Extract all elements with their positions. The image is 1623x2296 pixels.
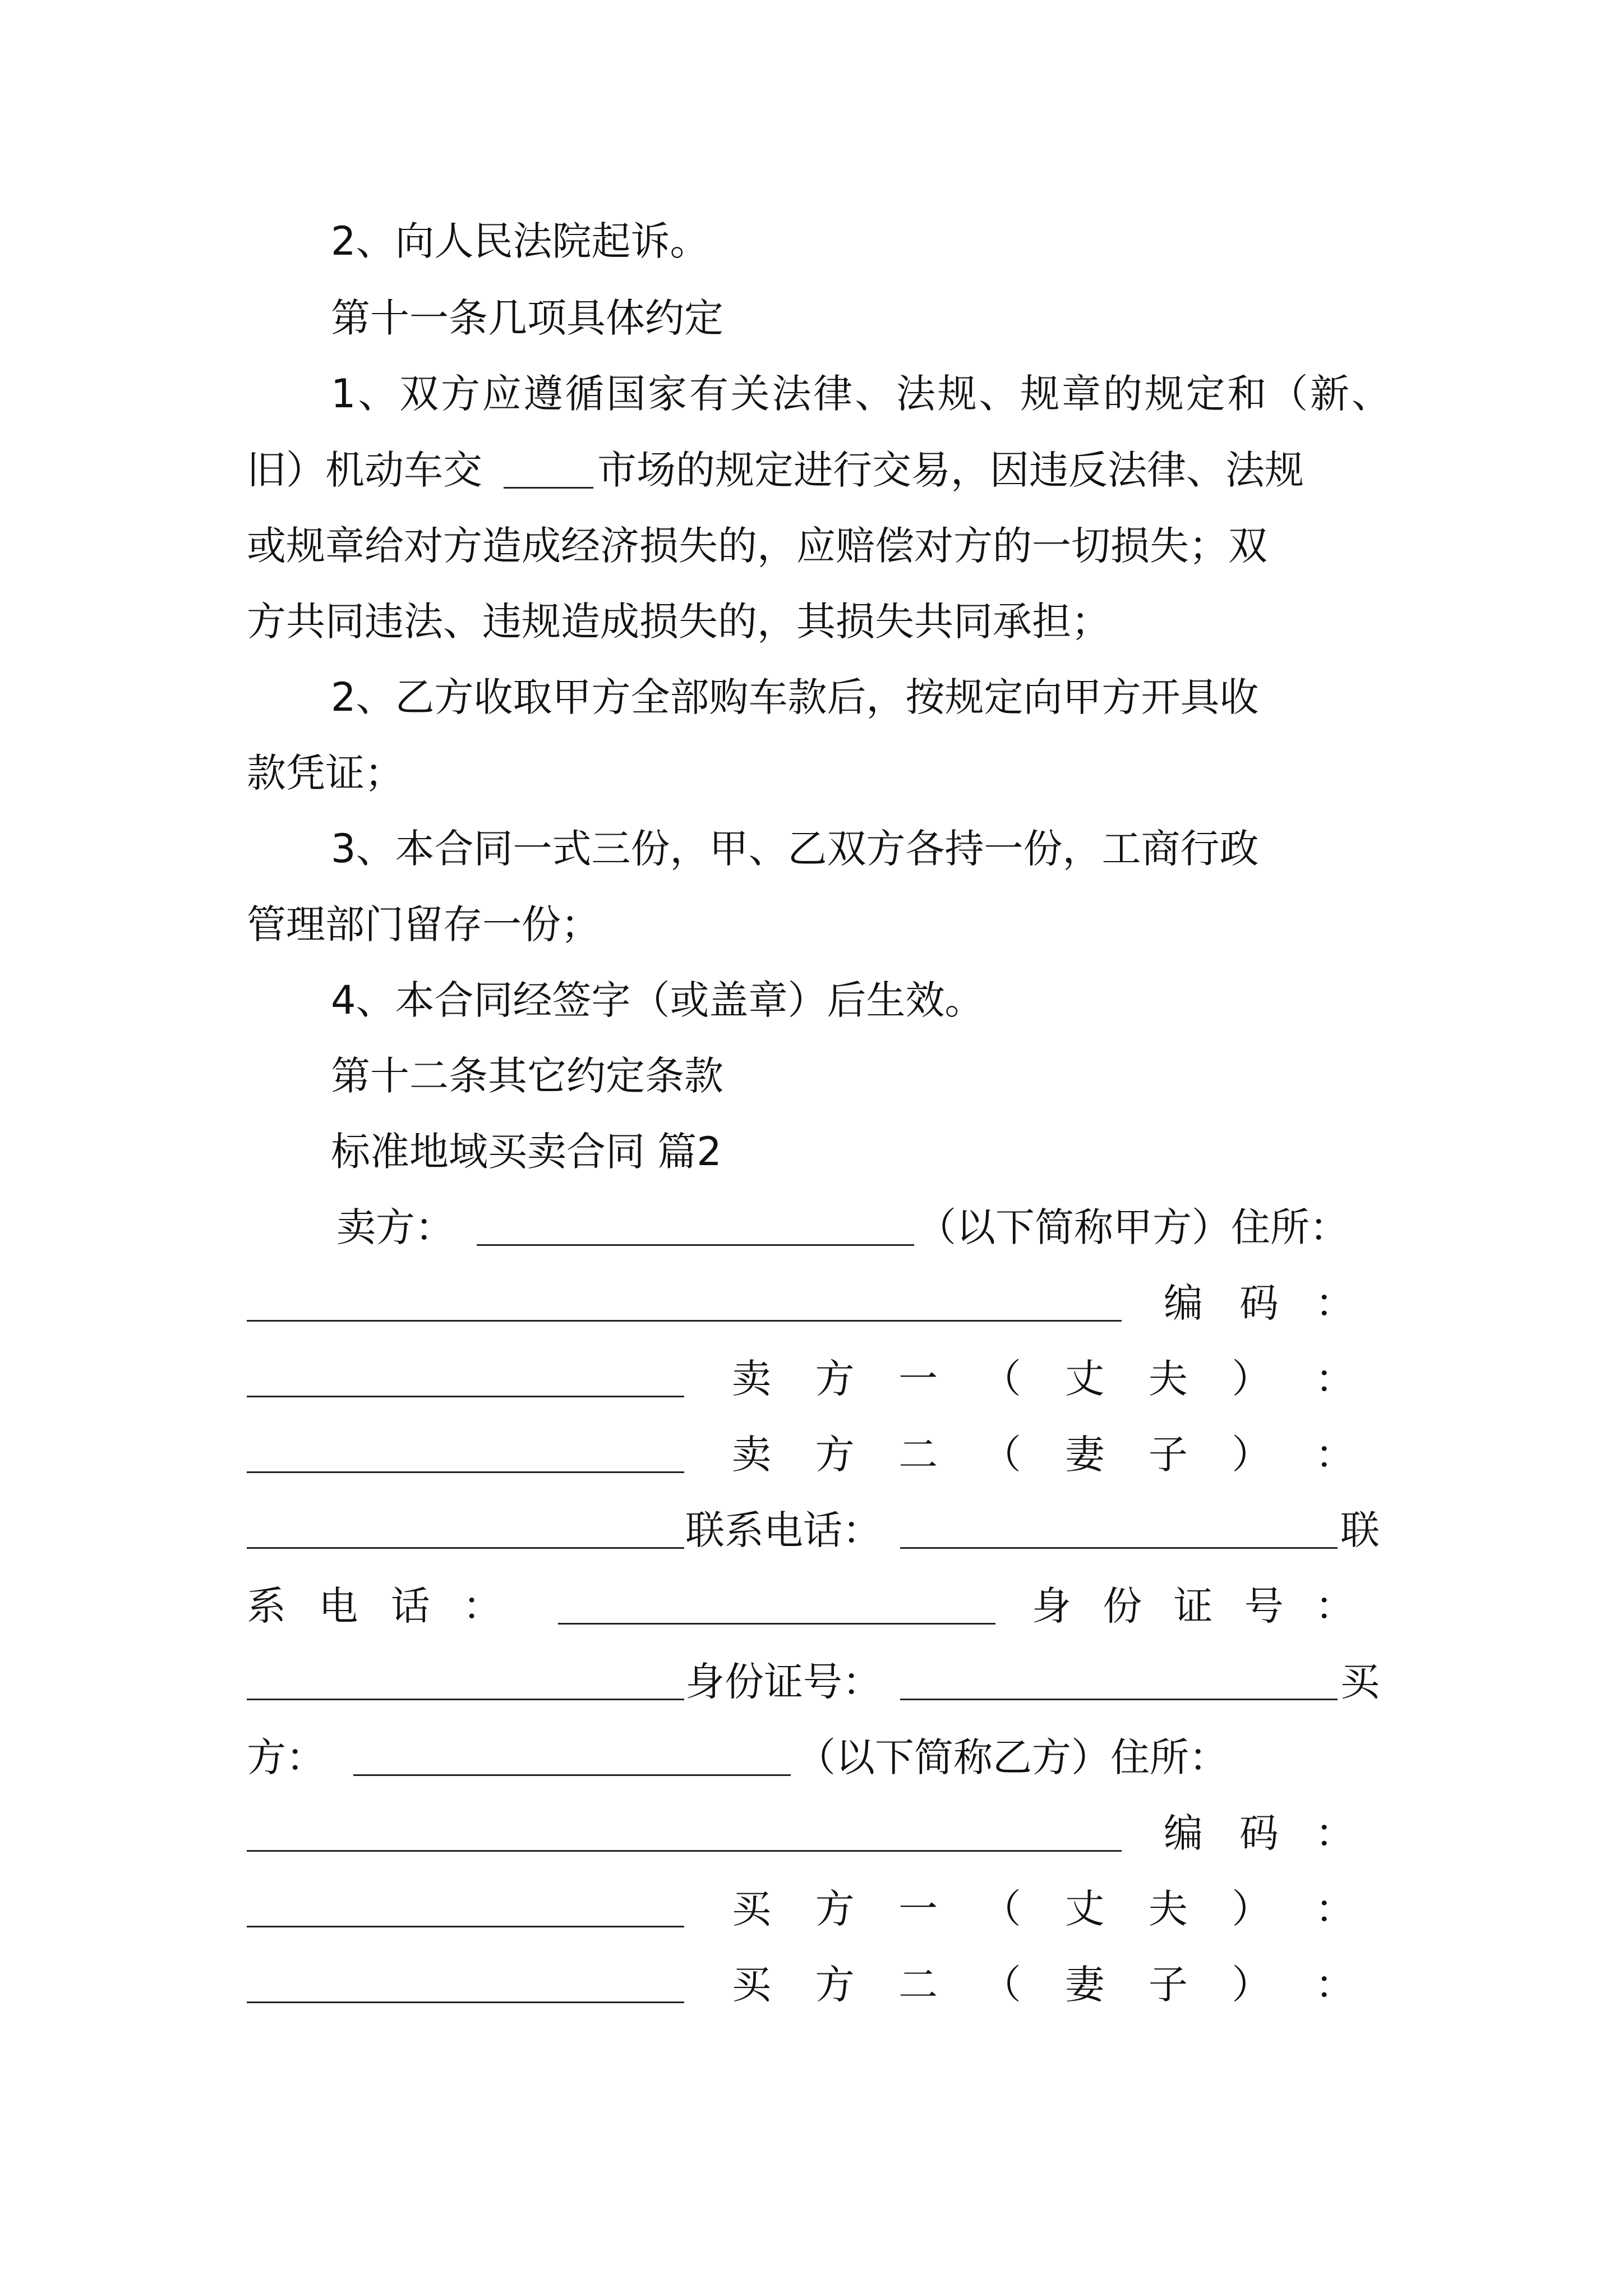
seller-address-field[interactable] — [247, 1278, 1122, 1328]
paragraph-line — [0, 596, 1623, 647]
buyer-suffix-label: （以下简称乙方）住所： — [796, 1734, 1228, 1780]
paragraph-line — [0, 216, 1623, 266]
text-lawsuit-option: 2、向人民法院起诉。 — [331, 218, 709, 264]
clause-1-line-4: 方共同违法、违规造成损失的，其损失共同承担； — [247, 599, 1110, 645]
seller-husband-field[interactable] — [247, 1429, 684, 1480]
section-heading — [0, 1051, 1623, 1101]
article-12-heading: 第十二条其它约定条款 — [331, 1053, 723, 1099]
phone-label-start: 联 — [1340, 1507, 1380, 1553]
id-number-label: 身 份 证 号 ： — [1032, 1583, 1354, 1629]
buyer-label-start: 买 — [1340, 1659, 1380, 1705]
form-row — [0, 1732, 1623, 1783]
buyer-husband-field[interactable] — [247, 1959, 684, 2010]
form-row — [0, 1505, 1623, 1556]
clause-2-line-1: 2、乙方收取甲方全部购车款后，按规定向甲方开具收 — [331, 674, 1259, 720]
contract-title: 标准地域买卖合同 篇2 — [331, 1129, 722, 1175]
seller-husband-label: 卖 方 一 （ 丈 夫 ） ： — [732, 1356, 1354, 1402]
buyer-husband-label: 买 方 一 （ 丈 夫 ） ： — [732, 1886, 1354, 1932]
phone-label: 联系电话： — [685, 1507, 882, 1553]
section-heading — [0, 1126, 1623, 1177]
buyer-name-field[interactable] — [353, 1732, 791, 1783]
form-row — [0, 1429, 1623, 1480]
paragraph-line — [0, 975, 1623, 1025]
clause-2-line-2: 款凭证； — [247, 750, 404, 796]
clause-3-line-2: 管理部门留存一份； — [247, 901, 600, 947]
seller-suffix-label: （以下简称甲方）住所： — [917, 1204, 1349, 1250]
clause-1-line-2b: 市场的规定进行交易，因违反法律、法规 — [597, 447, 1304, 493]
buyer-address-field[interactable] — [247, 1808, 1122, 1858]
section-heading — [0, 293, 1623, 343]
clause-1-line-1: 1 、 双 方 应 遵 循 国 家 有 关 法 律 、 法 规 、 规 章 的 规 定 和 （ 新 、 — [331, 371, 1391, 417]
buyer-wife-label: 买 方 二 （ 妻 子 ） ： — [732, 1962, 1354, 2008]
paragraph-line — [0, 521, 1623, 571]
form-row — [0, 1657, 1623, 1707]
paragraph-line — [0, 823, 1623, 874]
form-row — [0, 1202, 1623, 1253]
buyer-label-rest: 方： — [247, 1734, 325, 1780]
seller-husband-phone-field[interactable] — [900, 1505, 1338, 1556]
form-row — [0, 1959, 1623, 2010]
id-number-label-2: 身份证号： — [685, 1659, 882, 1705]
paragraph-line — [0, 899, 1623, 950]
phone-label-rest: 系 电 话 ： — [247, 1583, 502, 1629]
clause-1-line-2a: 旧）机动车交 — [247, 447, 482, 493]
article-11-heading: 第十一条几项具体约定 — [331, 295, 723, 341]
seller-name-field[interactable] — [477, 1202, 914, 1253]
seller-wife-field[interactable] — [247, 1505, 684, 1556]
paragraph-line — [0, 748, 1623, 798]
seller-wife-id-field[interactable] — [900, 1657, 1338, 1707]
seller-wife-phone-field[interactable] — [558, 1581, 995, 1631]
form-row — [0, 1581, 1623, 1631]
seller-label: 卖方： — [336, 1204, 454, 1250]
seller-wife-label: 卖 方 二 （ 妻 子 ） ： — [732, 1432, 1354, 1478]
seller-code-label: 编 码 ： — [1164, 1280, 1354, 1326]
form-row — [0, 1354, 1623, 1404]
seller-husband-id-field[interactable] — [247, 1657, 684, 1707]
seller-code-field[interactable] — [247, 1354, 684, 1404]
form-row — [0, 1278, 1623, 1328]
buyer-code-label: 编 码 ： — [1164, 1810, 1354, 1856]
paragraph-line — [0, 369, 1623, 419]
form-row — [0, 1808, 1623, 1858]
paragraph-line — [0, 445, 1623, 495]
form-row — [0, 1884, 1623, 1934]
buyer-code-field[interactable] — [247, 1884, 684, 1934]
clause-3-line-1: 3、本合同一式三份，甲、乙双方各持一份，工商行政 — [331, 826, 1259, 872]
paragraph-line — [0, 672, 1623, 723]
clause-1-line-3: 或规章给对方造成经济损失的，应赔偿对方的一切损失；双 — [247, 523, 1267, 569]
clause-4: 4、本合同经签字（或盖章）后生效。 — [331, 977, 984, 1023]
blank-underline[interactable] — [504, 445, 593, 495]
